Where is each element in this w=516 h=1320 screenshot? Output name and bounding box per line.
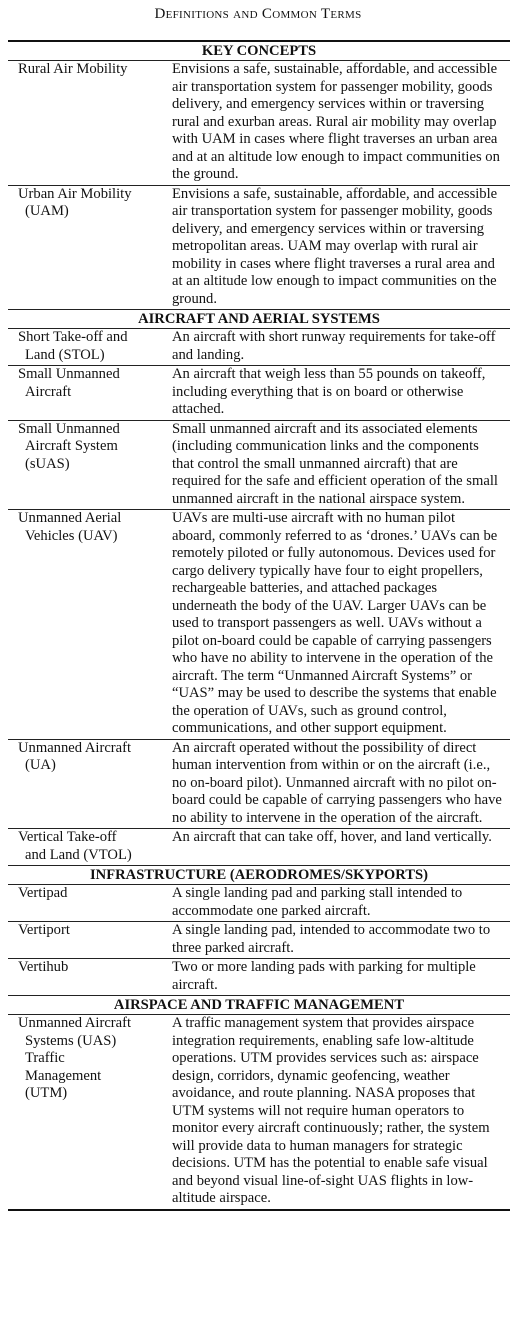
term-text: (UTM) xyxy=(25,1085,68,1101)
term-cell xyxy=(8,329,172,366)
definition-row xyxy=(8,1015,510,1210)
term-text: Short Take-off and xyxy=(18,329,128,345)
term-text: Systems (UAS) xyxy=(25,1032,117,1049)
definitions-table xyxy=(8,40,510,1211)
section-header-row xyxy=(8,996,510,1015)
definition-row xyxy=(8,922,510,959)
term-text: Management xyxy=(25,1067,102,1084)
term-text: Vertical Take-off xyxy=(18,829,117,845)
page-title: Definitions and Common Terms xyxy=(154,6,362,22)
term-cell xyxy=(8,959,172,996)
definition-text: An aircraft that weigh less than 55 pounds on takeoff, including everything that is on board or otherwise attached. xyxy=(172,366,510,421)
section-header-row xyxy=(8,41,510,61)
definition-text: Two or more landing pads with parking for multiple aircraft. xyxy=(172,959,510,996)
term-text: Vehicles (UAV) xyxy=(25,527,118,544)
section-heading: AIRCRAFT AND AERIAL SYSTEMS xyxy=(8,310,510,329)
definition-text: Envisions a safe, sustainable, affordable, and accessible air transportation system for passenger mobility, goods delivery, and emergency services within or traversing metropolitan areas. UAM may overlap with rural air mobility in cases where flight traverses a rural area and at an altitude low enough to impact communities on the ground. xyxy=(172,185,510,310)
definition-row xyxy=(8,420,510,510)
term-text: (sUAS) xyxy=(25,455,70,472)
term-text: Rural Air Mobility xyxy=(18,61,128,77)
definition-row xyxy=(8,329,510,366)
term-text: Unmanned Aircraft xyxy=(18,1015,132,1031)
term-text: (UAM) xyxy=(25,203,69,219)
section-heading: INFRASTRUCTURE (AERODROMES/SKYPORTS) xyxy=(8,866,510,885)
section-header-row xyxy=(8,310,510,329)
definition-text: An aircraft with short runway requirements for take-off and landing. xyxy=(172,329,510,366)
term-text: Unmanned Aircraft xyxy=(18,739,132,756)
term-text: Aircraft xyxy=(25,383,72,400)
term-text: Small Unmanned xyxy=(18,420,120,437)
term-text: Aircraft System xyxy=(25,438,118,454)
definition-row xyxy=(8,185,510,310)
definition-text: UAVs are multi-use aircraft with no human pilot aboard, commonly referred to as ‘drones.’ UAVs can be remotely piloted or fully autonomous. Devices used for cargo delivery typically have four to eight propellers, rechargeable batteries, and attached packages underneath the body of the UAV. Larger UAVs can be used to transport passengers as well. UAVs without a pilot on-board could be capable of carrying passengers who have no ability to intervene in the operation of the aircraft. The term “Unmanned Aircraft Systems” or “UAS” may be used to describe the systems that enable the operation of UAVs, such as ground control, communications, and other support equipment. xyxy=(172,510,510,740)
term-cell xyxy=(8,885,172,922)
term-text: and Land (VTOL) xyxy=(25,846,132,863)
section-heading: AIRSPACE AND TRAFFIC MANAGEMENT xyxy=(8,996,510,1015)
definition-row xyxy=(8,366,510,421)
term-text: Vertihub xyxy=(18,959,69,975)
definition-row xyxy=(8,959,510,996)
term-text: Small Unmanned xyxy=(18,366,120,382)
definition-text: Small unmanned aircraft and its associated elements (including communication links and the components that control the small unmanned aircraft) that are required for the safe and efficient operation of the small unmanned aircraft in the national airspace system. xyxy=(172,420,510,510)
term-cell xyxy=(8,420,172,510)
definition-text: An aircraft that can take off, hover, and land vertically. xyxy=(172,829,510,866)
definition-row xyxy=(8,829,510,866)
definition-row xyxy=(8,739,510,829)
term-text: Land (STOL) xyxy=(25,346,105,363)
definition-row xyxy=(8,510,510,740)
section-heading: KEY CONCEPTS xyxy=(201,43,317,59)
term-text: (UA) xyxy=(25,757,56,773)
term-text: Traffic xyxy=(25,1050,65,1066)
definition-text: A single landing pad and parking stall intended to accommodate one parked aircraft. xyxy=(172,885,510,922)
term-text: Vertipad xyxy=(18,885,68,901)
term-text: Vertiport xyxy=(18,922,70,938)
term-cell xyxy=(8,1015,172,1210)
term-cell xyxy=(8,739,172,829)
definition-text: An aircraft operated without the possibility of direct human intervention from within or on the aircraft (i.e., no on-board pilot). Unmanned aircraft with no pilot on-board could be capable of carrying passengers who have no ability to intervene in the operation of the aircraft. xyxy=(172,739,510,829)
definition-text: Envisions a safe, sustainable, affordable, and accessible air transportation system for passenger mobility, goods delivery, and emergency services within or traversing rural and exurban areas. Rural air mobility may overlap with UAM in cases where flight traverses an urban area and at an altitude low enough to impact communities on the ground. xyxy=(172,61,510,186)
term-cell xyxy=(8,366,172,421)
definition-text: A single landing pad, intended to accommodate two to three parked aircraft. xyxy=(172,922,510,959)
term-cell xyxy=(8,922,172,959)
term-cell xyxy=(8,829,172,866)
term-text: Urban Air Mobility xyxy=(18,185,132,202)
section-header-row xyxy=(8,866,510,885)
term-cell xyxy=(8,510,172,740)
definition-row xyxy=(8,885,510,922)
definition-row xyxy=(8,61,510,186)
term-cell xyxy=(8,185,172,310)
definition-text: A traffic management system that provides airspace integration requirements, enabling safe low-altitude operations. UTM provides services such as: airspace design, corridors, dynamic geofencing, weather avoidance, and route planning. NASA proposes that UTM systems will not require human operators to monitor every aircraft continuously; rather, the system will provide data to human managers for strategic decisions. UTM has the potential to enable safe visual and beyond visual line-of-sight UAS flights in low-altitude airspace. xyxy=(172,1015,510,1210)
term-cell xyxy=(8,61,172,186)
term-text: Unmanned Aerial xyxy=(18,510,122,526)
